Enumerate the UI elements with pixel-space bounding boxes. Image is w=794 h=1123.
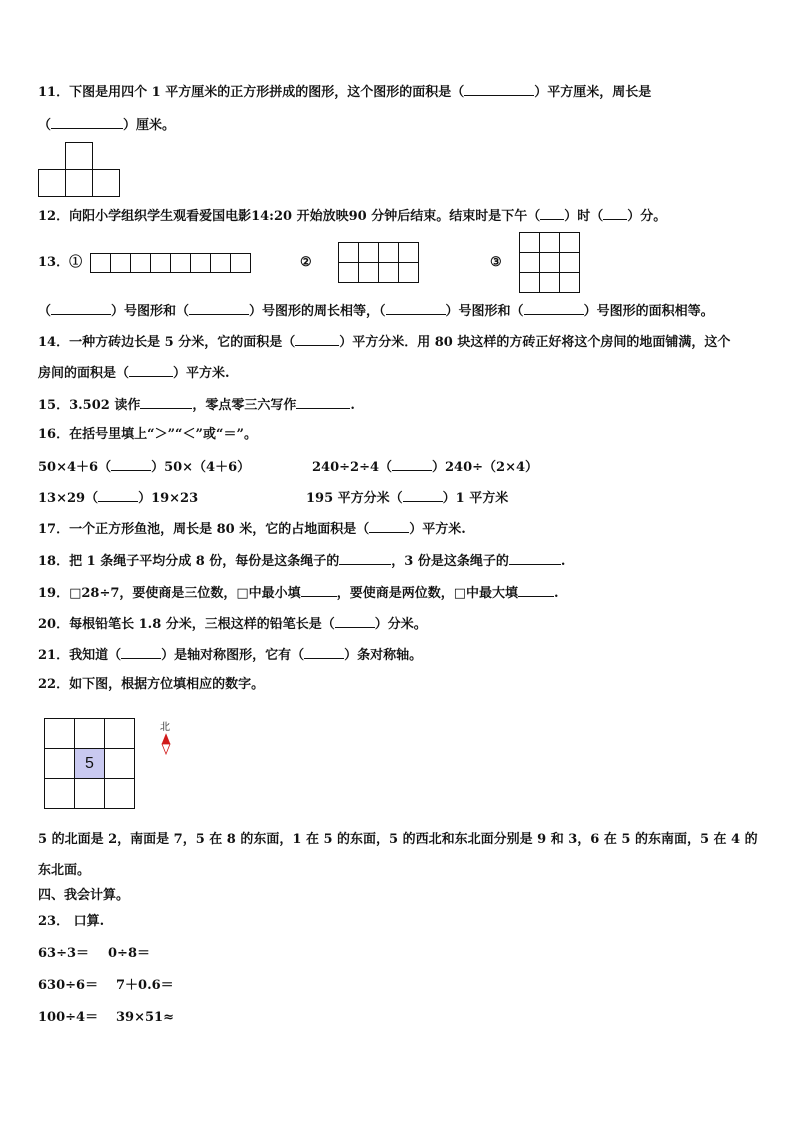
- q17-line: 17．一个正方形鱼池，周长是 80 米，它的占地面积是（ ）平方米.: [38, 522, 466, 537]
- q18-blank-2[interactable]: [509, 552, 561, 565]
- q23-item: 7＋0.6＝: [116, 978, 174, 993]
- q14-line1: 14．一种方砖边长是 5 分米，它的面积是（ ）平方分米．用 80 块这样的方砖正好将这个房间的地面铺满，这个: [38, 335, 731, 350]
- q20-blank[interactable]: [335, 615, 375, 628]
- q13-figure1-label: ①: [69, 255, 83, 270]
- q13-figure3: [519, 232, 581, 294]
- q23-item: 630÷6＝: [38, 978, 99, 993]
- q13-label: 13．①: [38, 255, 83, 270]
- q11-figure-top-square: [65, 142, 93, 170]
- q13-figure2-label: ②: [300, 255, 312, 270]
- q13-figure2: [338, 242, 420, 284]
- q22-desc-line2: 东北面。: [38, 863, 91, 878]
- q15-blank-write[interactable]: [296, 396, 350, 409]
- q11-figure: [38, 142, 120, 197]
- q13-blank-3[interactable]: [386, 302, 446, 315]
- q15-line: 15．3.502 读作 ，零点零三六写作 .: [38, 398, 355, 413]
- q22-desc-line1: 5 的北面是 2，南面是 7，5 在 8 的东面，1 在 5 的东面，5 的西北和东北面分别是 9 和 3，6 在 5 的东南面，5 在 4 的: [38, 832, 758, 847]
- q16-item-3: 13×29（ ）19×23: [38, 491, 199, 506]
- q11-figure-square: [65, 169, 93, 197]
- q11-figure-square: [38, 169, 66, 197]
- q11-line1: 11．下图是用四个 1 平方厘米的正方形拼成的图形，这个图形的面积是（ ）平方厘米，周长是: [38, 85, 652, 100]
- q13-blank-4[interactable]: [524, 302, 584, 315]
- q13-figure1: [90, 253, 252, 273]
- q11-line2: （ ）厘米。: [38, 118, 176, 133]
- q12-blank-hour[interactable]: [540, 207, 564, 220]
- q23-title: 23． 口算.: [38, 914, 105, 929]
- q16-blank-4[interactable]: [403, 489, 443, 502]
- compass-arrow-icon: [160, 733, 172, 755]
- q22-title: 22．如下图，根据方位填相应的数字。: [38, 677, 265, 692]
- q22-north-label: 北: [160, 722, 170, 733]
- q18-blank-1[interactable]: [339, 552, 391, 565]
- q16-item-4: 195 平方分米（ ）1 平方米: [306, 491, 509, 506]
- q18-line: 18．把 1 条绳子平均分成 8 份，每份是这条绳子的 ，3 份是这条绳子的 .: [38, 554, 566, 569]
- q23-item: 39×51≈: [116, 1010, 174, 1025]
- q11-blank-perimeter[interactable]: [51, 116, 123, 129]
- q13-answer-line: （ ）号图形和（ ）号图形的周长相等，（ ）号图形和（ ）号图形的面积相等。: [38, 304, 714, 319]
- q16-title: 16．在括号里填上“＞”“＜”或“＝”。: [38, 427, 257, 442]
- q21-line: 21．我知道（ ）是轴对称图形，它有（ ）条对称轴。: [38, 648, 423, 663]
- q19-blank-2[interactable]: [518, 584, 554, 597]
- q12-blank-minute[interactable]: [603, 207, 627, 220]
- q19-blank-1[interactable]: [301, 584, 337, 597]
- q22-center-number: 5: [85, 755, 94, 772]
- q16-blank-1[interactable]: [111, 458, 151, 471]
- q23-item: 63÷3＝: [38, 946, 90, 961]
- q20-line: 20．每根铅笔长 1.8 分米，三根这样的铅笔长是（ ）分米。: [38, 617, 427, 632]
- q14-blank-tile-area[interactable]: [295, 333, 339, 346]
- q13-blank-2[interactable]: [189, 302, 249, 315]
- q14-line2: 房间的面积是（ ）平方米.: [38, 366, 230, 381]
- q12-line: 12．向阳小学组织学生观看爱国电影14:20 开始放映90 分钟后结束。结束时是下午（ ）时（ ）分。: [38, 209, 667, 224]
- q16-blank-2[interactable]: [392, 458, 432, 471]
- q13-figure3-label: ③: [490, 255, 502, 270]
- q16-item-2: 240÷2÷4（ ）240÷（2×4）: [312, 460, 539, 475]
- q17-blank[interactable]: [369, 520, 409, 533]
- q11-blank-area[interactable]: [464, 83, 534, 96]
- q19-line: 19．□28÷7，要使商是三位数，□中最小填 ，要使商是两位数，□中最大填 .: [38, 586, 559, 601]
- q23-item: 100÷4＝: [38, 1010, 99, 1025]
- q21-blank-1[interactable]: [121, 646, 161, 659]
- q21-blank-2[interactable]: [304, 646, 344, 659]
- q16-blank-3[interactable]: [98, 489, 138, 502]
- q23-item: 0÷8＝: [108, 946, 150, 961]
- q13-blank-1[interactable]: [51, 302, 111, 315]
- q15-blank-read[interactable]: [140, 396, 192, 409]
- q11-figure-square: [92, 169, 120, 197]
- q16-item-1: 50×4＋6（ ）50×（4＋6）: [38, 460, 251, 475]
- section-heading: 四、我会计算。: [38, 888, 130, 903]
- q14-blank-room-area[interactable]: [129, 364, 173, 377]
